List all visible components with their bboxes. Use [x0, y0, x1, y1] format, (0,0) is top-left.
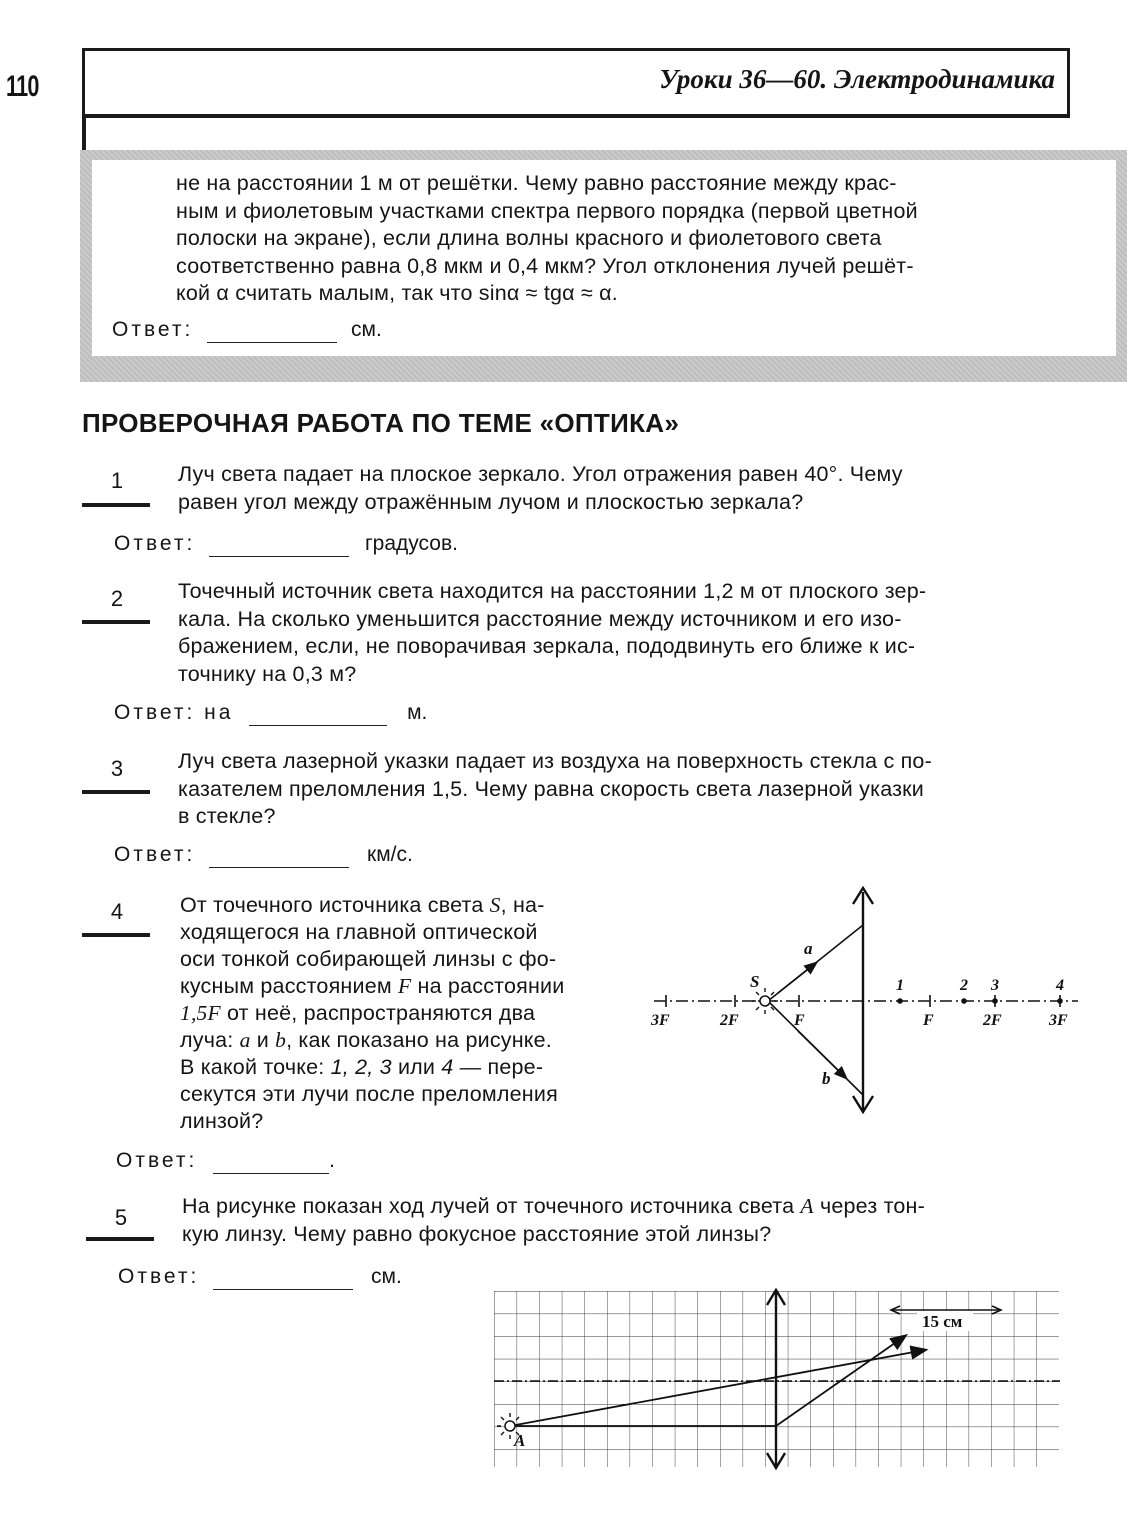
text-line: секутся эти лучи после преломления [180, 1082, 558, 1106]
answer-field[interactable] [207, 318, 337, 343]
source-sun-icon [752, 988, 778, 1014]
question-1-number-rule [82, 503, 150, 507]
tick-label-right-3f: 3F [1049, 1012, 1068, 1029]
var-b: b [275, 1028, 287, 1052]
header-rule [82, 114, 1070, 118]
var-1-5f: 1,5F [180, 1001, 221, 1025]
text-line: казателем преломления 1,5. Чему равна скорость света лазерной указки [178, 776, 924, 801]
text-run: от неё, распространяются два [220, 1001, 536, 1025]
question-4-number-rule [82, 933, 150, 937]
text-line: ходящегося на главной оптической [180, 920, 538, 944]
text-line [182, 1193, 1075, 1221]
question-4-number: 4 [110, 899, 124, 924]
question-2-text [178, 578, 1071, 688]
text-line [180, 973, 630, 1000]
text-run: и [250, 1028, 276, 1052]
tick-label-right-2f: 2F [983, 1012, 1002, 1029]
text-line: оси тонкой собирающей линзы с фо- [180, 947, 557, 971]
text-line: кой α считать малым, так что sinα ≈ tgα ≈ α. [176, 281, 618, 305]
question-5-number-rule [86, 1237, 154, 1241]
tick-label-right-f: F [923, 1012, 934, 1029]
point-1-label: 1 [896, 977, 904, 994]
source-a-label: A [514, 1431, 526, 1450]
text-run: на расстоянии [411, 974, 565, 998]
tick-label-left-f: F [794, 1012, 805, 1029]
question-3-number-rule [82, 790, 150, 794]
previous-task-text [176, 170, 1044, 308]
answer-unit: см. [351, 318, 382, 341]
section-title: ПРОВЕРОЧНАЯ РАБОТА ПО ТЕМЕ «ОПТИКА» [82, 408, 680, 438]
text-line [180, 1027, 630, 1054]
answer-field[interactable] [249, 701, 387, 726]
text-run: или [391, 1055, 442, 1079]
point-4-label: 4 [1056, 977, 1064, 994]
question-4-answer [116, 1149, 335, 1174]
text-line [180, 1000, 630, 1027]
question-4-text [180, 892, 630, 1135]
var-f: F [398, 974, 412, 998]
text-run: , как показано на рисунке. [286, 1028, 552, 1052]
ray-b-label: b [822, 1069, 831, 1088]
answer-label: Ответ: [116, 1149, 198, 1172]
answer-field[interactable] [209, 532, 349, 557]
question-2-answer [114, 701, 427, 726]
text-line [180, 892, 630, 919]
answer-unit: см. [371, 1265, 402, 1288]
previous-task-answer [112, 318, 382, 343]
text-run: В какой точке: [180, 1055, 331, 1079]
question-5-answer [118, 1265, 402, 1290]
answer-field[interactable] [209, 843, 349, 868]
text-line: не на расстоянии 1 м от решётки. Чему равно расстояние между крас- [176, 171, 897, 195]
option-number-4: 4 [441, 1055, 454, 1079]
scale-label: 15 см [922, 1312, 963, 1331]
question-2-number-rule [82, 620, 150, 624]
option-numbers: 1, 2, 3 [330, 1055, 392, 1079]
ray-a-arrow [778, 963, 816, 993]
ray-a-label: a [804, 939, 813, 958]
question-3-text [178, 748, 1071, 831]
text-line: точнику на 0,3 м? [178, 661, 357, 686]
question-2-number: 2 [110, 586, 124, 611]
var-a-source: A [800, 1194, 814, 1218]
point-3-label: 3 [991, 977, 999, 994]
answer-unit: м. [407, 701, 428, 724]
text-line: полоски на экране), если длина волны красного и фиолетового света [176, 226, 882, 250]
figure-4-lens-diagram [648, 882, 1084, 1116]
question-5-text [182, 1193, 1075, 1248]
text-run: кусным расстоянием [180, 974, 399, 998]
answer-field[interactable] [213, 1265, 353, 1290]
text-run: , на- [500, 893, 545, 917]
question-1-text [178, 461, 1071, 516]
text-run: На рисунке показан ход лучей от точечного источника света [182, 1194, 801, 1218]
text-run: через тон- [813, 1194, 925, 1218]
text-line: соответственно равна 0,8 мкм и 0,4 мкм? Угол отклонения лучей решёт- [176, 253, 914, 278]
answer-label: Ответ: [118, 1265, 200, 1288]
text-line: Точечный источник света находится на расстоянии 1,2 м от плоского зер- [178, 579, 927, 603]
question-1-answer [114, 532, 458, 557]
answer-unit: градусов. [365, 532, 458, 555]
tick-label-left-2f: 2F [720, 1012, 739, 1029]
text-run: — пере- [453, 1055, 544, 1079]
source-s-label: S [750, 972, 760, 991]
text-run: От точечного источника света [180, 893, 490, 917]
text-line: ным и фиолетовым участками спектра первого порядка (первой цветной [176, 198, 918, 223]
text-line: равен угол между отражённым лучом и плоскостью зеркала? [178, 489, 804, 514]
answer-label: Ответ: [112, 318, 194, 341]
text-line [180, 1054, 630, 1081]
answer-label: Ответ: на [114, 701, 234, 724]
answer-label: Ответ: [114, 843, 196, 866]
text-line: линзой? [180, 1109, 264, 1133]
answer-unit: . [329, 1149, 335, 1172]
answer-unit: км/с. [367, 843, 413, 866]
text-line: Луч света лазерной указки падает из воздуха на поверхность стекла с по- [178, 749, 932, 773]
var-a: a [239, 1028, 251, 1052]
page-number: 110 [6, 70, 39, 103]
text-line: в стекле? [178, 804, 276, 828]
text-line: кую линзу. Чему равно фокусное расстояние этой линзы? [182, 1221, 772, 1246]
question-5-number: 5 [114, 1205, 128, 1230]
left-margin-bar [82, 118, 86, 150]
point-2-label: 2 [960, 977, 968, 994]
page-title: Уроки 36—60. Электродинамика [659, 64, 1055, 94]
text-line: Луч света падает на плоское зеркало. Угол отражения равен 40°. Чему [178, 462, 903, 486]
var-s: S [489, 893, 501, 917]
answer-field[interactable] [213, 1149, 329, 1174]
tick-label-left-3f: 3F [651, 1012, 670, 1029]
answer-label: Ответ: [114, 532, 196, 555]
figure-5-grid-diagram [490, 1286, 1080, 1476]
text-run: луча: [180, 1028, 240, 1052]
question-3-answer [114, 843, 413, 868]
text-line: кала. На сколько уменьшится расстояние между источником и его изо- [178, 606, 902, 631]
question-1-number: 1 [110, 468, 124, 493]
text-line: бражением, если, не поворачивая зеркала, пододвинуть его ближе к ис- [178, 634, 916, 658]
question-3-number: 3 [110, 756, 124, 781]
